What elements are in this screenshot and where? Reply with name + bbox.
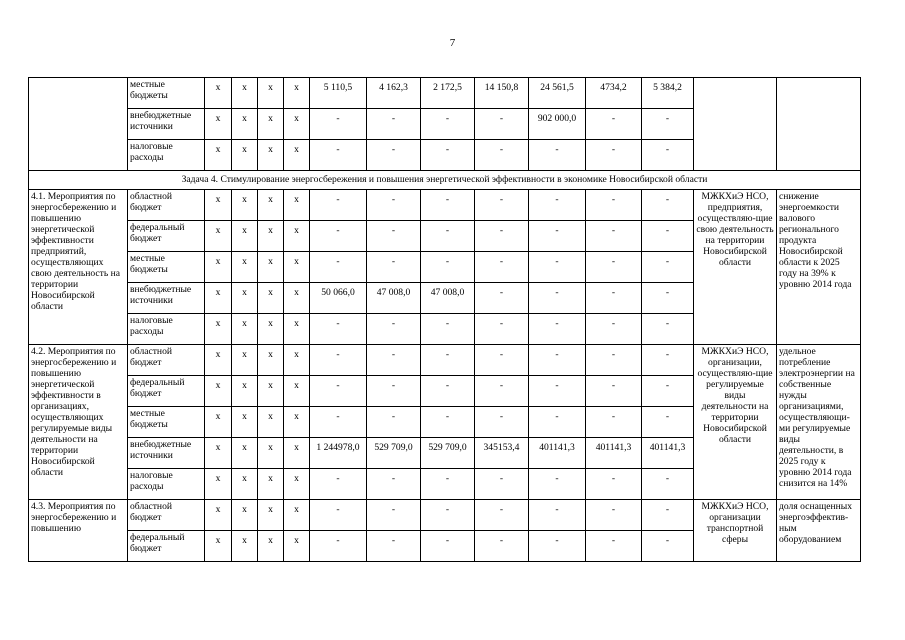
x-mark-cell: x xyxy=(232,469,258,500)
value-cell: - xyxy=(475,283,529,314)
funding-source-cell: федеральный бюджет xyxy=(128,376,205,407)
value-cell: - xyxy=(310,500,367,531)
funding-source-cell: федеральный бюджет xyxy=(128,531,205,562)
x-mark-cell: x xyxy=(284,469,310,500)
value-cell: - xyxy=(367,531,421,562)
value-cell: - xyxy=(367,190,421,221)
value-cell: - xyxy=(642,376,694,407)
value-cell: - xyxy=(586,190,642,221)
x-mark-cell: x xyxy=(258,345,284,376)
funding-source-cell: внебюджетные источники xyxy=(128,438,205,469)
x-mark-cell: x xyxy=(284,314,310,345)
value-cell: - xyxy=(529,531,586,562)
value-cell: - xyxy=(475,314,529,345)
value-cell: - xyxy=(586,314,642,345)
value-cell: - xyxy=(367,469,421,500)
funding-source-cell: местные бюджеты xyxy=(128,252,205,283)
x-mark-cell: x xyxy=(258,314,284,345)
x-mark-cell: x xyxy=(205,283,232,314)
table-row xyxy=(29,345,861,376)
value-cell: - xyxy=(367,221,421,252)
value-cell: - xyxy=(586,283,642,314)
x-mark-cell: x xyxy=(258,469,284,500)
x-mark-cell: x xyxy=(232,140,258,171)
value-cell: - xyxy=(310,190,367,221)
value-cell: - xyxy=(421,531,475,562)
value-cell: - xyxy=(367,140,421,171)
x-mark-cell: x xyxy=(232,407,258,438)
measure-name-cell: 4.3. Мероприятия по энергосбережению и повышению xyxy=(29,500,128,562)
table-row xyxy=(29,78,861,109)
value-cell: 47 008,0 xyxy=(367,283,421,314)
value-cell: 5 110,5 xyxy=(310,78,367,109)
executor-cell: МЖКХиЭ НСО, предприятия, осуществляю-щие свою деятельность на территории Новосибирской области xyxy=(694,190,777,345)
value-cell: 14 150,8 xyxy=(475,78,529,109)
funding-source-cell: областной бюджет xyxy=(128,500,205,531)
value-cell: - xyxy=(475,345,529,376)
value-cell: - xyxy=(642,314,694,345)
value-cell: - xyxy=(367,500,421,531)
x-mark-cell: x xyxy=(284,345,310,376)
value-cell: - xyxy=(642,109,694,140)
value-cell: - xyxy=(586,531,642,562)
measure-name-cell: 4.2. Мероприятия по энергосбережению и повышению энергетической эффективности в организациях, осуществляющих регулируемые виды деятельности на территории Новосибирской области xyxy=(29,345,128,500)
value-cell: 4 162,3 xyxy=(367,78,421,109)
x-mark-cell: x xyxy=(284,78,310,109)
funding-source-cell: налоговые расходы xyxy=(128,314,205,345)
funding-source-cell: налоговые расходы xyxy=(128,140,205,171)
x-mark-cell: x xyxy=(258,109,284,140)
x-mark-cell: x xyxy=(258,407,284,438)
x-mark-cell: x xyxy=(258,252,284,283)
value-cell: - xyxy=(586,469,642,500)
x-mark-cell: x xyxy=(284,221,310,252)
x-mark-cell: x xyxy=(284,438,310,469)
x-mark-cell: x xyxy=(232,221,258,252)
value-cell: 47 008,0 xyxy=(421,283,475,314)
value-cell: 2 172,5 xyxy=(421,78,475,109)
x-mark-cell: x xyxy=(258,190,284,221)
x-mark-cell: x xyxy=(284,407,310,438)
result-cell: снижение энергоемкости валового регионального продукта Новосибирской области к 2025 году на 39% к уровню 2014 года xyxy=(777,190,861,345)
program-table xyxy=(28,77,861,562)
x-mark-cell: x xyxy=(284,500,310,531)
x-mark-cell: x xyxy=(258,500,284,531)
value-cell: - xyxy=(310,221,367,252)
value-cell: - xyxy=(367,109,421,140)
x-mark-cell: x xyxy=(258,221,284,252)
x-mark-cell: x xyxy=(205,252,232,283)
value-cell: - xyxy=(529,376,586,407)
x-mark-cell: x xyxy=(284,252,310,283)
value-cell: 345153,4 xyxy=(475,438,529,469)
value-cell: - xyxy=(529,140,586,171)
x-mark-cell: x xyxy=(205,438,232,469)
value-cell: 1 244978,0 xyxy=(310,438,367,469)
value-cell: - xyxy=(586,376,642,407)
value-cell: - xyxy=(310,345,367,376)
value-cell: 401141,3 xyxy=(529,438,586,469)
x-mark-cell: x xyxy=(232,109,258,140)
value-cell: - xyxy=(367,376,421,407)
executor-cell xyxy=(694,78,777,171)
funding-source-cell: внебюджетные источники xyxy=(128,109,205,140)
value-cell: - xyxy=(421,500,475,531)
x-mark-cell: x xyxy=(232,531,258,562)
x-mark-cell: x xyxy=(205,407,232,438)
x-mark-cell: x xyxy=(258,283,284,314)
value-cell: - xyxy=(586,500,642,531)
x-mark-cell: x xyxy=(284,140,310,171)
x-mark-cell: x xyxy=(205,345,232,376)
value-cell: - xyxy=(529,345,586,376)
value-cell: - xyxy=(421,345,475,376)
funding-source-cell: налоговые расходы xyxy=(128,469,205,500)
x-mark-cell: x xyxy=(205,140,232,171)
x-mark-cell: x xyxy=(232,500,258,531)
executor-cell: МЖКХиЭ НСО, организации транспортной сферы xyxy=(694,500,777,562)
value-cell: - xyxy=(310,407,367,438)
value-cell: - xyxy=(475,190,529,221)
value-cell: 902 000,0 xyxy=(529,109,586,140)
value-cell: - xyxy=(642,283,694,314)
x-mark-cell: x xyxy=(205,221,232,252)
task-title: Задача 4. Стимулирование энергосбережения и повышения энергетической эффективности в экономике Новосибирской области xyxy=(29,171,861,190)
table-row xyxy=(29,500,861,531)
page-number: 7 xyxy=(449,37,456,49)
value-cell: - xyxy=(642,140,694,171)
executor-cell: МЖКХиЭ НСО, организации, осуществляю-щие регулируемые виды деятельности на территории Новосибирской области xyxy=(694,345,777,500)
x-mark-cell: x xyxy=(258,140,284,171)
x-mark-cell: x xyxy=(232,190,258,221)
value-cell: - xyxy=(475,531,529,562)
x-mark-cell: x xyxy=(232,314,258,345)
value-cell: - xyxy=(586,252,642,283)
value-cell: - xyxy=(642,190,694,221)
value-cell: - xyxy=(421,109,475,140)
x-mark-cell: x xyxy=(232,252,258,283)
funding-source-cell: областной бюджет xyxy=(128,345,205,376)
value-cell: 5 384,2 xyxy=(642,78,694,109)
result-cell: удельное потребление электроэнергии на собственные нужды организациями, осуществляющи-ми регулируемые виды деятельности, в 2025 году к уровню 2014 года снизится на 14% xyxy=(777,345,861,500)
value-cell: - xyxy=(586,407,642,438)
value-cell: - xyxy=(475,221,529,252)
funding-source-cell: местные бюджеты xyxy=(128,78,205,109)
x-mark-cell: x xyxy=(284,376,310,407)
value-cell: - xyxy=(529,283,586,314)
value-cell: - xyxy=(367,407,421,438)
value-cell: 4734,2 xyxy=(586,78,642,109)
value-cell: 401141,3 xyxy=(642,438,694,469)
x-mark-cell: x xyxy=(232,376,258,407)
funding-source-cell: областной бюджет xyxy=(128,190,205,221)
x-mark-cell: x xyxy=(205,469,232,500)
measure-name-cell: 4.1. Мероприятия по энергосбережению и повышению энергетической эффективности предприятий, осуществляющих свою деятельность на территории Новосибирской области xyxy=(29,190,128,345)
value-cell: 529 709,0 xyxy=(367,438,421,469)
x-mark-cell: x xyxy=(205,376,232,407)
x-mark-cell: x xyxy=(205,531,232,562)
value-cell: 50 066,0 xyxy=(310,283,367,314)
value-cell: - xyxy=(421,376,475,407)
x-mark-cell: x xyxy=(232,283,258,314)
value-cell: - xyxy=(310,376,367,407)
value-cell: - xyxy=(367,252,421,283)
value-cell: - xyxy=(586,140,642,171)
value-cell: - xyxy=(475,109,529,140)
value-cell: - xyxy=(529,252,586,283)
value-cell: - xyxy=(367,314,421,345)
value-cell: - xyxy=(529,469,586,500)
value-cell: - xyxy=(475,469,529,500)
funding-source-cell: федеральный бюджет xyxy=(128,221,205,252)
value-cell: - xyxy=(310,314,367,345)
value-cell: - xyxy=(586,109,642,140)
value-cell: - xyxy=(310,469,367,500)
measure-name-cell xyxy=(29,78,128,171)
value-cell: - xyxy=(421,252,475,283)
x-mark-cell: x xyxy=(258,376,284,407)
result-cell: доля оснащенных энергоэффектив-ным оборудованием xyxy=(777,500,861,562)
x-mark-cell: x xyxy=(232,438,258,469)
x-mark-cell: x xyxy=(258,78,284,109)
value-cell: - xyxy=(529,221,586,252)
value-cell: - xyxy=(421,221,475,252)
value-cell: - xyxy=(475,376,529,407)
value-cell: - xyxy=(475,140,529,171)
value-cell: - xyxy=(642,345,694,376)
value-cell: - xyxy=(310,531,367,562)
value-cell: - xyxy=(421,314,475,345)
value-cell: - xyxy=(642,500,694,531)
value-cell: - xyxy=(586,345,642,376)
value-cell: - xyxy=(642,407,694,438)
value-cell: - xyxy=(642,252,694,283)
value-cell: 529 709,0 xyxy=(421,438,475,469)
x-mark-cell: x xyxy=(258,531,284,562)
table-row xyxy=(29,190,861,221)
x-mark-cell: x xyxy=(205,500,232,531)
value-cell: - xyxy=(529,190,586,221)
value-cell: - xyxy=(586,221,642,252)
value-cell: - xyxy=(529,407,586,438)
value-cell: 24 561,5 xyxy=(529,78,586,109)
value-cell: - xyxy=(310,109,367,140)
x-mark-cell: x xyxy=(205,109,232,140)
x-mark-cell: x xyxy=(284,283,310,314)
value-cell: - xyxy=(475,500,529,531)
value-cell: - xyxy=(475,252,529,283)
task-row xyxy=(29,171,861,190)
value-cell: - xyxy=(421,407,475,438)
value-cell: - xyxy=(421,469,475,500)
x-mark-cell: x xyxy=(205,78,232,109)
funding-source-cell: местные бюджеты xyxy=(128,407,205,438)
funding-source-cell: внебюджетные источники xyxy=(128,283,205,314)
value-cell: - xyxy=(421,140,475,171)
value-cell: - xyxy=(529,500,586,531)
value-cell: - xyxy=(475,407,529,438)
value-cell: - xyxy=(642,221,694,252)
x-mark-cell: x xyxy=(258,438,284,469)
x-mark-cell: x xyxy=(232,345,258,376)
value-cell: 401141,3 xyxy=(586,438,642,469)
x-mark-cell: x xyxy=(232,78,258,109)
value-cell: - xyxy=(529,314,586,345)
x-mark-cell: x xyxy=(284,531,310,562)
value-cell: - xyxy=(642,469,694,500)
value-cell: - xyxy=(310,140,367,171)
value-cell: - xyxy=(642,531,694,562)
x-mark-cell: x xyxy=(284,109,310,140)
value-cell: - xyxy=(421,190,475,221)
result-cell xyxy=(777,78,861,171)
x-mark-cell: x xyxy=(205,190,232,221)
x-mark-cell: x xyxy=(205,314,232,345)
x-mark-cell: x xyxy=(284,190,310,221)
value-cell: - xyxy=(367,345,421,376)
value-cell: - xyxy=(310,252,367,283)
